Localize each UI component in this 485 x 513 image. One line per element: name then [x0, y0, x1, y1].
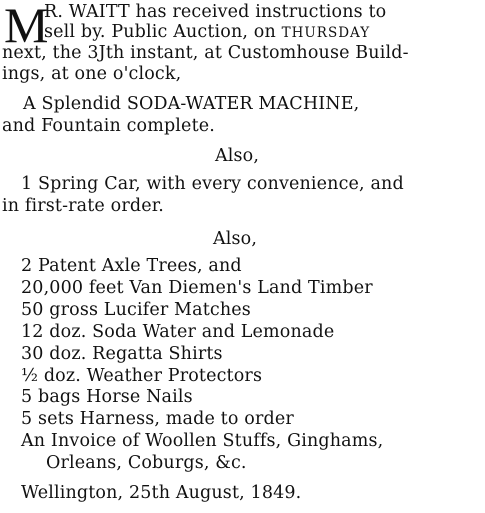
intro-line-1: R. WAITT has received instructions to: [44, 2, 387, 22]
item-horse-nails: 5 bags Horse Nails: [21, 387, 193, 407]
item-harness: 5 sets Harness, made to order: [21, 409, 294, 429]
intro-line-4: ings, at one o'clock,: [2, 64, 182, 84]
auction-day: THURSDAY: [281, 25, 371, 41]
item-soda-water: 12 doz. Soda Water and Lemonade: [21, 322, 335, 342]
car-line-1: 1 Spring Car, with every convenience, and: [21, 174, 404, 194]
car-line-2: in first-rate order.: [2, 196, 165, 216]
item-regatta-shirts: 30 doz. Regatta Shirts: [21, 344, 223, 364]
intro-line-2: [44, 22, 370, 43]
also-heading-2: Also,: [213, 229, 258, 249]
item-woollen-stuffs: An Invoice of Woollen Stuffs, Ginghams,: [21, 431, 384, 451]
item-woollen-stuffs-cont: Orleans, Coburgs, &c.: [46, 453, 247, 473]
also-heading-1: Also,: [215, 146, 260, 166]
item-timber: 20,000 feet Van Diemen's Land Timber: [21, 278, 373, 298]
item-weather-protectors: ½ doz. Weather Protectors: [21, 366, 263, 386]
intro-line-2-text: sell by. Public Auction, on: [44, 22, 282, 42]
item-axle-trees: 2 Patent Axle Trees, and: [21, 256, 242, 276]
dateline: Wellington, 25th August, 1849.: [21, 483, 302, 503]
main-item-line-2: and Fountain complete.: [2, 116, 215, 136]
intro-line-3: next, the 3Jth instant, at Customhouse Build-: [2, 43, 409, 63]
item-lucifer-matches: 50 gross Lucifer Matches: [21, 300, 251, 320]
drop-cap-initial: M: [4, 0, 49, 53]
main-item-line-1: A Splendid SODA-WATER MACHINE,: [23, 94, 360, 114]
